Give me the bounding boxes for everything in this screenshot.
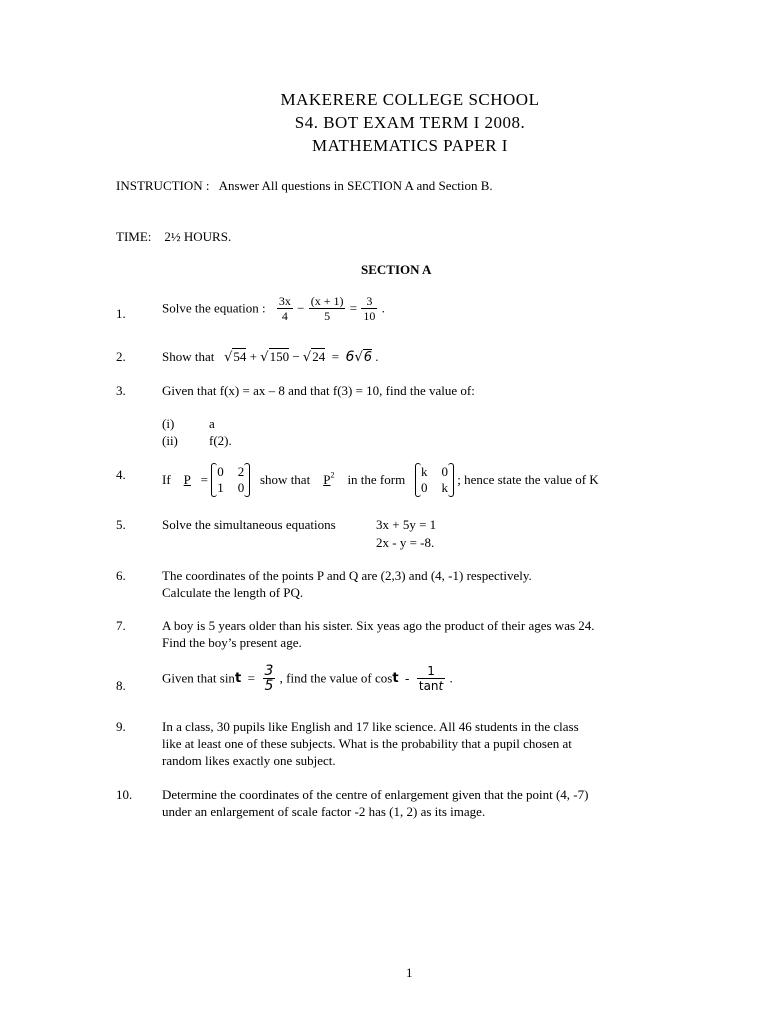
- q2-minus: −: [292, 349, 300, 364]
- q4-m2-b: 0: [441, 464, 448, 479]
- q2-number: 2.: [116, 349, 126, 364]
- q2-equals: =: [331, 349, 340, 364]
- q9-line-3: random likes exactly one subject.: [162, 753, 336, 768]
- q2-text: Show that: [162, 349, 215, 364]
- q1-text: Solve the equation :: [162, 300, 266, 316]
- q2-radicand-1: 54: [233, 349, 247, 364]
- section-a-heading: SECTION A: [361, 262, 432, 277]
- q6-line-1: The coordinates of the points P and Q are (2,3) and (4, -1) respectively.: [162, 568, 532, 583]
- q8-text-1: Given that sin: [162, 670, 235, 686]
- q10-line-2: under an enlargement of scale factor -2 has (1, 2) as its image.: [162, 804, 486, 819]
- q3-part-i-text: a: [209, 416, 215, 431]
- q7-line-2: Find the boy’s present age.: [162, 635, 302, 650]
- q4-equals: =: [200, 472, 208, 487]
- q9-line-1: In a class, 30 pupils like English and 17 like science. All 46 students in the class: [162, 719, 579, 734]
- question-4: [162, 464, 599, 496]
- instruction-label: INSTRUCTION :: [116, 178, 210, 193]
- time-value: 2½ HOURS.: [164, 229, 232, 244]
- q1-f1-num: 3x: [278, 294, 291, 308]
- q1-f1-den: 4: [281, 309, 288, 323]
- q3-part-ii-text: f(2).: [209, 433, 232, 448]
- q4-p-squared: P: [323, 472, 331, 487]
- q8-period: .: [449, 670, 453, 686]
- q3-part-i-label: (i): [162, 416, 175, 431]
- q1-fraction-2: [309, 294, 346, 323]
- q2-plus: +: [249, 349, 258, 364]
- q4-m1-d: 0: [237, 480, 245, 495]
- page-number: 1: [406, 965, 413, 980]
- q1-fraction-1: [277, 294, 293, 323]
- q5-equation-1: 3x + 5y = 1: [376, 517, 437, 532]
- q9-number: 9.: [116, 719, 126, 734]
- time-line: [116, 229, 231, 245]
- q2-period: .: [375, 349, 379, 364]
- q4-number: 4.: [116, 467, 126, 482]
- q1-period: .: [381, 300, 385, 316]
- q8-fraction-2: [417, 664, 445, 693]
- q6-number: 6.: [116, 568, 126, 583]
- q8-text-2: , find the value of cos: [279, 670, 393, 686]
- q3-text: Given that f(x) = ax – 8 and that f(3) = 10, find the value of:: [162, 383, 475, 398]
- q4-m2-d: k: [441, 480, 448, 495]
- q4-form: in the form: [347, 472, 406, 487]
- q2-radicand-4: 6: [363, 350, 373, 365]
- q1-f2-den: 5: [324, 309, 331, 323]
- q8-dash: -: [405, 670, 410, 686]
- q4-m2-c: 0: [420, 480, 428, 495]
- q2-radicand-2: 150: [269, 349, 290, 364]
- q6-line-2: Calculate the length of PQ.: [162, 585, 304, 600]
- q8-f-num: 3: [264, 663, 274, 679]
- q8-number: 8.: [116, 678, 126, 693]
- question-8: [162, 664, 453, 693]
- q4-m1-a: 0: [217, 464, 224, 479]
- q1-equals: =: [349, 300, 358, 316]
- q8-g-t: t: [438, 679, 444, 693]
- q8-t2: t: [392, 671, 399, 686]
- exam-title: S4. BOT EXAM TERM I 2008.: [294, 113, 526, 132]
- q2-radicand-3: 24: [312, 349, 326, 364]
- q5-number: 5.: [116, 517, 126, 532]
- q1-f2-num: (x + 1): [310, 294, 344, 308]
- q3-part-ii-label: (ii): [162, 433, 178, 448]
- q1-f3-num: 3: [361, 294, 377, 309]
- q4-exponent: 2: [330, 470, 335, 480]
- q1-fraction-3: [361, 294, 377, 323]
- q8-f-den: 5: [264, 678, 274, 694]
- q4-rest: ; hence state the value of K: [457, 472, 599, 487]
- time-label: TIME:: [116, 229, 152, 244]
- q4-m2-a: k: [420, 464, 428, 479]
- q4-if: If: [162, 472, 171, 487]
- q8-equals: =: [247, 670, 255, 686]
- q4-matrix-k: [415, 464, 454, 496]
- q5-equation-2: 2x - y = -8.: [376, 535, 435, 550]
- instruction-text: Answer All questions in SECTION A and Section B.: [218, 178, 493, 193]
- q8-g-num: 1: [417, 664, 445, 679]
- q7-number: 7.: [116, 618, 126, 633]
- question-2: Show that √54 + √150 − √24 = 6√6 .: [162, 349, 379, 365]
- q8-fraction-1: [263, 664, 276, 693]
- q1-number: 1.: [116, 306, 126, 321]
- q4-m1-c: 1: [217, 480, 224, 495]
- q2-coefficient: 6: [345, 349, 355, 365]
- q1-minus: −: [297, 300, 305, 316]
- q3-number: 3.: [116, 383, 126, 398]
- q4-m1-b: 2: [237, 464, 245, 479]
- q9-line-2: like at least one of these subjects. What is the probability that a pupil chosen at: [162, 736, 572, 751]
- q8-t1: t: [234, 671, 242, 686]
- q4-matrix-p: [211, 464, 250, 496]
- school-title: MAKERERE COLLEGE SCHOOL: [280, 90, 540, 109]
- q1-f3-den: 10: [363, 309, 376, 323]
- q4-p: P: [183, 472, 191, 487]
- q10-number: 10.: [116, 787, 133, 802]
- q10-line-1: Determine the coordinates of the centre of enlargement given that the point (4, -7): [162, 787, 589, 802]
- instruction-line: [116, 178, 493, 194]
- q4-show: show that: [260, 472, 311, 487]
- q8-g-den: tan: [418, 679, 439, 693]
- q7-line-1: A boy is 5 years older than his sister. Six yeas ago the product of their ages was 24.: [162, 618, 595, 633]
- q5-text: Solve the simultaneous equations: [162, 517, 336, 532]
- question-1: [162, 294, 385, 323]
- paper-title: MATHEMATICS PAPER I: [312, 136, 508, 155]
